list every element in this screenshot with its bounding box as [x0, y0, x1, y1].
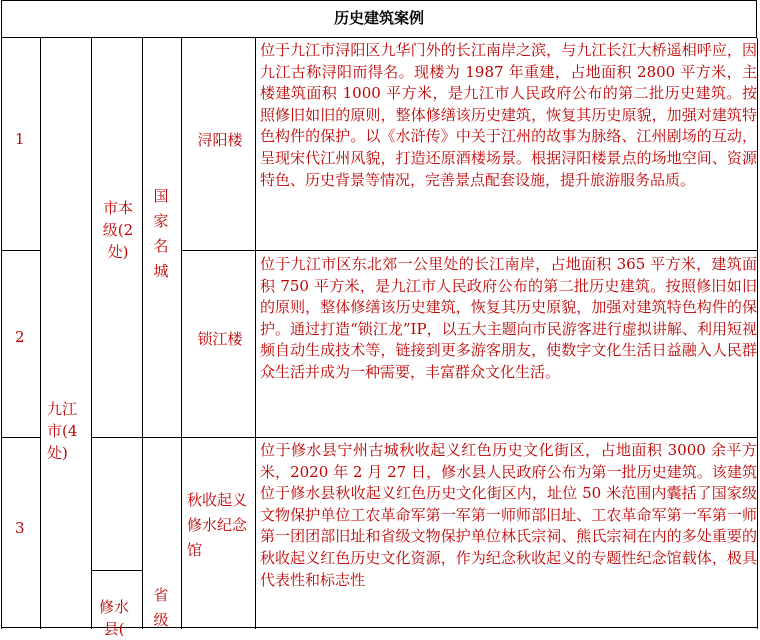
- grid-line: [181, 250, 758, 251]
- grid-line: [255, 38, 256, 629]
- building-name: 秋收起义修水纪念馆: [187, 491, 248, 559]
- building-name: 锁江楼: [197, 330, 243, 348]
- city-cell: 九江市(4处): [47, 400, 78, 462]
- grid-line: [757, 38, 758, 629]
- row-index: 1: [15, 130, 25, 148]
- grid-line: [91, 570, 142, 571]
- grid-line: [181, 38, 182, 629]
- grid-line: [142, 38, 143, 629]
- row-index: 3: [15, 519, 25, 537]
- grid-line: [40, 38, 41, 629]
- grade-national-cell: 国家名城: [153, 187, 169, 280]
- grid-line: [91, 437, 758, 438]
- building-description: 位于修水县宁州古城秋收起义红色历史文化街区，占地面积 3000 余平方米，2020 年 2 月 27 日，修水县人民政府公布为第一批历史建筑。该建筑位于修水县秋收起义红色历史文化街区内，址位 50 米范围内囊括了国家级文物保护单位工农革命军第一军第一师师部旧址、工农革命军第一军第一师第一团团部旧址和省级文物保护单位林氏宗祠、熊氏宗祠在内的多处重要的秋收起义红色历史文化资源，作为纪念秋收起义的专题性纪念馆载体，极具代表性和标志性: [260, 441, 757, 589]
- grid-line: [1, 437, 40, 438]
- building-description: 位于九江市区东北郊一公里处的长江南岸，占地面积 365 平方米，建筑面积 750 平方米，是九江市人民政府公布的第二批历史建筑。按照修旧如旧的原则，整体修缮该历史建筑，恢复其历史原貌，加强对建筑特色构件的保护。通过打造“锁江龙”IP，以五大主题向市民游客进行虚拟讲解、利用短视频自动生成技术等，链接到更多游客朋友，使数字文化生活日益融入人民群众生活并成为一种需要，丰富群众文化生活。: [260, 255, 757, 381]
- building-description: 位于九江市浔阳区九华门外的长江南岸之滨，与九江长江大桥遥相呼应，因九江古称浔阳而得名。现楼为 1987 年重建，占地面积 2800 平方米，主楼建筑面积 1000 平方米，是九江市人民政府公布的第二批历史建筑。按照修旧如旧的原则，整体修缮该历史建筑，恢复其历史原貌，加强对建筑特色构件的保护。以《水浒传》中关于江州的故事为脉络、江州剧场的互动，呈现宋代江州风貌，打造还原酒楼场景。根据浔阳楼景点的场地空间、资源特色、历史背景等情况，完善景点配套设施，提升旅游服务品质。: [260, 41, 757, 189]
- level-city-cell: 市本级(2处): [102, 199, 134, 261]
- row-index: 2: [15, 328, 25, 346]
- grid-line: [1, 38, 2, 629]
- grade-provincial-cell: 省级: [153, 586, 169, 629]
- grid-line: [1, 250, 40, 251]
- table-title-row: [1, 0, 757, 38]
- level-county-cell: 修水县(: [98, 598, 129, 638]
- building-name: 浔阳楼: [197, 131, 243, 149]
- table-title: 历史建筑案例: [333, 9, 424, 27]
- grid-line: [91, 38, 92, 629]
